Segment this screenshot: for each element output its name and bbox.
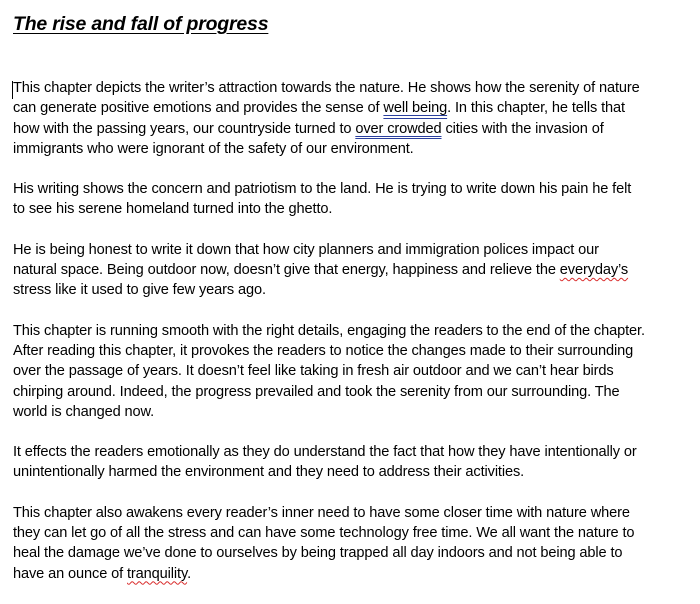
text-line: world is changed now. xyxy=(13,403,155,420)
text-line: unintentionally harmed the environment and they need to address their activities. xyxy=(13,464,525,481)
text-line: chirping around. Indeed, the progress prevailed and took the serenity from our surrounding. The xyxy=(13,383,620,400)
grammar-flagged-phrase[interactable]: over crowded xyxy=(355,120,442,137)
text-line: stress like it used to give few years ago. xyxy=(13,282,266,299)
grammar-flagged-phrase[interactable]: well being xyxy=(383,100,448,117)
document-title: The rise and fall of progress xyxy=(13,13,269,35)
text-line: This chapter also awakens every reader’s inner need to have some closer time with nature where xyxy=(13,504,630,521)
text-line: can generate positive emotions and provides the sense of well being. In this chapter, he tells that xyxy=(13,100,625,117)
text-line: heal the damage we’ve done to ourselves by being trapped all day indoors and not being able to xyxy=(13,545,623,562)
text-line: After reading this chapter, it provokes the readers to notice the changes made to their surrounding xyxy=(13,342,634,359)
document-body[interactable] xyxy=(13,78,697,604)
paragraph-2 xyxy=(13,179,697,220)
text-line: how with the passing years, our countryside turned to over crowded cities with the invasion of xyxy=(13,120,604,137)
paragraph-4 xyxy=(13,321,697,422)
text-line: they can let go of all the stress and can have some technology free time. We all want the nature to xyxy=(13,525,635,542)
text-line: This chapter depicts the writer’s attraction towards the nature. He shows how the serenity of nature xyxy=(13,80,640,96)
spelling-flagged-word[interactable]: tranquility xyxy=(127,565,188,582)
paragraph-1 xyxy=(13,78,697,159)
paragraph-6 xyxy=(13,503,697,584)
paragraph-3 xyxy=(13,240,697,301)
text-line: natural space. Being outdoor now, doesn’t give that energy, happiness and relieve the everyday’s xyxy=(13,262,629,279)
text-line: to see his serene homeland turned into the ghetto. xyxy=(13,201,333,218)
text-line: immigrants who were ignorant of the safety of our environment. xyxy=(13,140,414,157)
text-line: He is being honest to write it down that how city planners and immigration polices impact our xyxy=(13,241,599,258)
text-line: His writing shows the concern and patriotism to the land. He is trying to write down his pain he felt xyxy=(13,181,632,198)
text-line: This chapter is running smooth with the right details, engaging the readers to the end of the chapter. xyxy=(13,322,645,339)
spelling-flagged-word[interactable]: everyday’s xyxy=(559,262,629,279)
text-line: have an ounce of tranquility. xyxy=(13,565,191,582)
paragraph-5 xyxy=(13,442,697,483)
text-line: It effects the readers emotionally as they do understand the fact that how they have intentionally or xyxy=(13,444,637,461)
text-line: over the passage of years. It doesn’t feel like taking in fresh air outdoor and we can’t hear birds xyxy=(13,363,614,380)
